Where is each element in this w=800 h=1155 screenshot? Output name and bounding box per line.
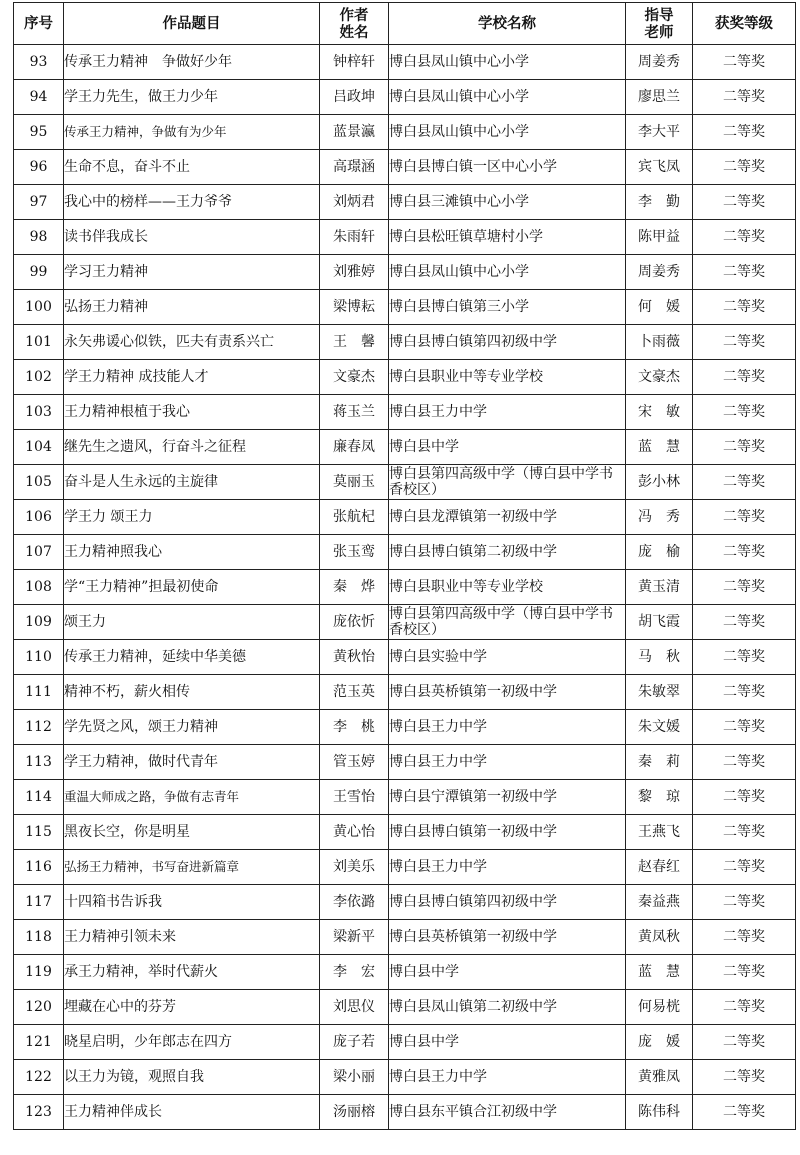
cell-award: 二等奖 (693, 535, 796, 570)
cell-author: 梁小丽 (320, 1060, 389, 1095)
cell-index: 114 (14, 780, 64, 815)
cell-index: 109 (14, 605, 64, 640)
cell-index: 111 (14, 675, 64, 710)
cell-title: 读书伴我成长 (64, 220, 320, 255)
cell-index: 117 (14, 885, 64, 920)
cell-author: 刘美乐 (320, 850, 389, 885)
cell-teacher: 李 勤 (626, 185, 693, 220)
cell-index: 108 (14, 570, 64, 605)
cell-title: 学王力精神 成技能人才 (64, 360, 320, 395)
cell-title: 永矢弗谖心似铁，匹夫有责系兴亡 (64, 325, 320, 360)
cell-school: 博白县职业中等专业学校 (389, 360, 626, 395)
cell-school: 博白县王力中学 (389, 850, 626, 885)
cell-index: 97 (14, 185, 64, 220)
cell-award: 二等奖 (693, 360, 796, 395)
cell-teacher: 陈伟科 (626, 1095, 693, 1130)
cell-teacher: 秦益燕 (626, 885, 693, 920)
cell-teacher: 庞 媛 (626, 1025, 693, 1060)
table-row (14, 745, 796, 780)
cell-index: 103 (14, 395, 64, 430)
table-row (14, 675, 796, 710)
cell-award: 二等奖 (693, 325, 796, 360)
cell-award: 二等奖 (693, 220, 796, 255)
cell-award: 二等奖 (693, 185, 796, 220)
cell-title: 承王力精神，举时代薪火 (64, 955, 320, 990)
header-teacher-line2: 老师 (644, 23, 674, 41)
cell-author: 朱雨轩 (320, 220, 389, 255)
cell-title: 生命不息，奋斗不止 (64, 150, 320, 185)
cell-index: 112 (14, 710, 64, 745)
table-row (14, 500, 796, 535)
cell-title: 王力精神根植于我心 (64, 395, 320, 430)
cell-school: 博白县第四高级中学（博白县中学书香校区） (389, 465, 626, 500)
cell-award: 二等奖 (693, 395, 796, 430)
cell-index: 93 (14, 45, 64, 80)
cell-title: 以王力为镜，观照自我 (64, 1060, 320, 1095)
cell-school: 博白县博白镇一区中心小学 (389, 150, 626, 185)
cell-index: 118 (14, 920, 64, 955)
table-row (14, 80, 796, 115)
cell-author: 张航杞 (320, 500, 389, 535)
cell-school: 博白县中学 (389, 1025, 626, 1060)
cell-author: 黄秋怡 (320, 640, 389, 675)
table-header (14, 3, 796, 45)
header-index: 序号 (14, 3, 64, 45)
cell-school: 博白县龙潭镇第一初级中学 (389, 500, 626, 535)
cell-award: 二等奖 (693, 1095, 796, 1130)
cell-index: 96 (14, 150, 64, 185)
cell-teacher: 蓝 慧 (626, 955, 693, 990)
cell-school: 博白县王力中学 (389, 1060, 626, 1095)
cell-index: 119 (14, 955, 64, 990)
cell-school: 博白县凤山镇中心小学 (389, 45, 626, 80)
cell-title: 传承王力精神 争做好少年 (64, 45, 320, 80)
table-row (14, 710, 796, 745)
cell-teacher: 黄玉清 (626, 570, 693, 605)
cell-award: 二等奖 (693, 605, 796, 640)
cell-index: 121 (14, 1025, 64, 1060)
cell-index: 107 (14, 535, 64, 570)
table-row (14, 360, 796, 395)
cell-teacher: 李大平 (626, 115, 693, 150)
cell-index: 110 (14, 640, 64, 675)
cell-teacher: 胡飞霞 (626, 605, 693, 640)
cell-award: 二等奖 (693, 1025, 796, 1060)
cell-teacher: 周姜秀 (626, 255, 693, 290)
table-row (14, 605, 796, 640)
header-row (14, 3, 796, 45)
cell-author: 李依潞 (320, 885, 389, 920)
cell-teacher: 周姜秀 (626, 45, 693, 80)
table-row (14, 395, 796, 430)
table-row (14, 1025, 796, 1060)
cell-title: 弘扬王力精神，书写奋进新篇章 (64, 850, 320, 885)
cell-title: 学王力精神，做时代青年 (64, 745, 320, 780)
cell-index: 123 (14, 1095, 64, 1130)
table-row (14, 185, 796, 220)
cell-index: 116 (14, 850, 64, 885)
header-author-line1: 作者 (339, 6, 369, 24)
cell-award: 二等奖 (693, 955, 796, 990)
cell-author: 秦 烨 (320, 570, 389, 605)
table-row (14, 255, 796, 290)
cell-index: 104 (14, 430, 64, 465)
cell-index: 95 (14, 115, 64, 150)
cell-teacher: 文豪杰 (626, 360, 693, 395)
cell-teacher: 朱敏翠 (626, 675, 693, 710)
cell-teacher: 黄雅凤 (626, 1060, 693, 1095)
table-row (14, 1060, 796, 1095)
cell-index: 100 (14, 290, 64, 325)
cell-author: 庞依忻 (320, 605, 389, 640)
table-row (14, 325, 796, 360)
cell-award: 二等奖 (693, 710, 796, 745)
cell-index: 105 (14, 465, 64, 500)
cell-index: 98 (14, 220, 64, 255)
cell-award: 二等奖 (693, 815, 796, 850)
cell-teacher: 黄凤秋 (626, 920, 693, 955)
cell-author: 范玉英 (320, 675, 389, 710)
cell-teacher: 朱文媛 (626, 710, 693, 745)
cell-award: 二等奖 (693, 115, 796, 150)
cell-teacher: 何易桄 (626, 990, 693, 1025)
cell-title: 弘扬王力精神 (64, 290, 320, 325)
cell-award: 二等奖 (693, 430, 796, 465)
cell-school: 博白县英桥镇第一初级中学 (389, 675, 626, 710)
table-row (14, 45, 796, 80)
cell-award: 二等奖 (693, 500, 796, 535)
cell-school: 博白县第四高级中学（博白县中学书香校区） (389, 605, 626, 640)
cell-title: 学王力 颂王力 (64, 500, 320, 535)
cell-award: 二等奖 (693, 150, 796, 185)
cell-award: 二等奖 (693, 465, 796, 500)
cell-teacher: 蓝 慧 (626, 430, 693, 465)
table-body (14, 45, 796, 1130)
header-teacher (626, 3, 693, 45)
table-row (14, 535, 796, 570)
cell-title: 学习王力精神 (64, 255, 320, 290)
cell-title: 奋斗是人生永远的主旋律 (64, 465, 320, 500)
cell-title: 王力精神伴成长 (64, 1095, 320, 1130)
cell-school: 博白县三滩镇中心小学 (389, 185, 626, 220)
cell-teacher: 秦 莉 (626, 745, 693, 780)
cell-index: 101 (14, 325, 64, 360)
table-row (14, 465, 796, 500)
cell-title: 颂王力 (64, 605, 320, 640)
cell-award: 二等奖 (693, 675, 796, 710)
cell-index: 115 (14, 815, 64, 850)
cell-award: 二等奖 (693, 255, 796, 290)
cell-author: 蓝景瀛 (320, 115, 389, 150)
cell-index: 122 (14, 1060, 64, 1095)
table-row (14, 150, 796, 185)
table-row (14, 640, 796, 675)
cell-title: 继先生之遗风，行奋斗之征程 (64, 430, 320, 465)
cell-school: 博白县凤山镇中心小学 (389, 80, 626, 115)
cell-school: 博白县王力中学 (389, 745, 626, 780)
cell-author: 吕政坤 (320, 80, 389, 115)
cell-title: 精神不朽，薪火相传 (64, 675, 320, 710)
table-row (14, 1095, 796, 1130)
cell-index: 99 (14, 255, 64, 290)
cell-school: 博白县博白镇第二初级中学 (389, 535, 626, 570)
cell-teacher: 马 秋 (626, 640, 693, 675)
cell-title: 埋藏在心中的芬芳 (64, 990, 320, 1025)
table-row (14, 990, 796, 1025)
cell-school: 博白县中学 (389, 955, 626, 990)
header-author (320, 3, 389, 45)
cell-author: 黄心怡 (320, 815, 389, 850)
cell-index: 113 (14, 745, 64, 780)
header-award: 获奖等级 (693, 3, 796, 45)
cell-index: 102 (14, 360, 64, 395)
cell-teacher: 何 媛 (626, 290, 693, 325)
cell-school: 博白县博白镇第一初级中学 (389, 815, 626, 850)
table-row (14, 115, 796, 150)
cell-award: 二等奖 (693, 990, 796, 1025)
cell-award: 二等奖 (693, 640, 796, 675)
cell-teacher: 冯 秀 (626, 500, 693, 535)
table-row (14, 920, 796, 955)
cell-school: 博白县松旺镇草塘村小学 (389, 220, 626, 255)
cell-author: 刘雅婷 (320, 255, 389, 290)
cell-author: 刘思仪 (320, 990, 389, 1025)
cell-teacher: 宋 敏 (626, 395, 693, 430)
cell-author: 梁新平 (320, 920, 389, 955)
cell-title: 学“王力精神”担最初使命 (64, 570, 320, 605)
cell-author: 李 桃 (320, 710, 389, 745)
cell-title: 我心中的榜样——王力爷爷 (64, 185, 320, 220)
cell-index: 120 (14, 990, 64, 1025)
cell-author: 文豪杰 (320, 360, 389, 395)
cell-title: 王力精神引领未来 (64, 920, 320, 955)
awards-table (13, 2, 796, 1130)
cell-author: 高璟涵 (320, 150, 389, 185)
cell-school: 博白县东平镇合江初级中学 (389, 1095, 626, 1130)
cell-title: 传承王力精神，争做有为少年 (64, 115, 320, 150)
cell-school: 博白县中学 (389, 430, 626, 465)
cell-index: 94 (14, 80, 64, 115)
cell-school: 博白县王力中学 (389, 395, 626, 430)
cell-author: 王雪怡 (320, 780, 389, 815)
cell-title: 学王力先生，做王力少年 (64, 80, 320, 115)
cell-title: 重温大师成之路，争做有志青年 (64, 780, 320, 815)
cell-teacher: 宾飞凤 (626, 150, 693, 185)
cell-award: 二等奖 (693, 920, 796, 955)
cell-author: 梁博耘 (320, 290, 389, 325)
cell-author: 钟梓轩 (320, 45, 389, 80)
cell-award: 二等奖 (693, 290, 796, 325)
table-row (14, 815, 796, 850)
cell-school: 博白县博白镇第四初级中学 (389, 325, 626, 360)
cell-award: 二等奖 (693, 45, 796, 80)
table-row (14, 430, 796, 465)
cell-author: 廉春凤 (320, 430, 389, 465)
table-row (14, 220, 796, 255)
cell-award: 二等奖 (693, 745, 796, 780)
cell-award: 二等奖 (693, 80, 796, 115)
cell-school: 博白县凤山镇中心小学 (389, 255, 626, 290)
cell-school: 博白县凤山镇中心小学 (389, 115, 626, 150)
cell-author: 王 馨 (320, 325, 389, 360)
cell-school: 博白县英桥镇第一初级中学 (389, 920, 626, 955)
cell-school: 博白县实验中学 (389, 640, 626, 675)
table-row (14, 780, 796, 815)
cell-award: 二等奖 (693, 850, 796, 885)
cell-teacher: 卜雨薇 (626, 325, 693, 360)
cell-author: 庞子若 (320, 1025, 389, 1060)
cell-author: 李 宏 (320, 955, 389, 990)
table-row (14, 570, 796, 605)
cell-title: 传承王力精神，延续中华美德 (64, 640, 320, 675)
cell-title: 学先贤之风，颂王力精神 (64, 710, 320, 745)
cell-school: 博白县博白镇第三小学 (389, 290, 626, 325)
cell-teacher: 廖思兰 (626, 80, 693, 115)
cell-teacher: 庞 榆 (626, 535, 693, 570)
cell-teacher: 王燕飞 (626, 815, 693, 850)
cell-school: 博白县博白镇第四初级中学 (389, 885, 626, 920)
cell-school: 博白县职业中等专业学校 (389, 570, 626, 605)
header-title: 作品题目 (64, 3, 320, 45)
cell-title: 晓星启明，少年郎志在四方 (64, 1025, 320, 1060)
cell-title: 黑夜长空，你是明星 (64, 815, 320, 850)
cell-award: 二等奖 (693, 570, 796, 605)
cell-author: 蒋玉兰 (320, 395, 389, 430)
table-row (14, 290, 796, 325)
cell-school: 博白县王力中学 (389, 710, 626, 745)
cell-teacher: 赵春红 (626, 850, 693, 885)
header-teacher-line1: 指导 (644, 6, 674, 24)
cell-author: 张玉鸾 (320, 535, 389, 570)
table-row (14, 885, 796, 920)
header-author-line2: 姓名 (339, 23, 369, 41)
header-school: 学校名称 (389, 3, 626, 45)
cell-award: 二等奖 (693, 1060, 796, 1095)
cell-author: 莫丽玉 (320, 465, 389, 500)
cell-award: 二等奖 (693, 885, 796, 920)
cell-school: 博白县宁潭镇第一初级中学 (389, 780, 626, 815)
table-row (14, 955, 796, 990)
cell-index: 106 (14, 500, 64, 535)
cell-teacher: 黎 琼 (626, 780, 693, 815)
cell-author: 汤丽榕 (320, 1095, 389, 1130)
cell-title: 王力精神照我心 (64, 535, 320, 570)
cell-author: 管玉婷 (320, 745, 389, 780)
cell-title: 十四箱书告诉我 (64, 885, 320, 920)
cell-teacher: 彭小林 (626, 465, 693, 500)
cell-teacher: 陈甲益 (626, 220, 693, 255)
cell-school: 博白县凤山镇第二初级中学 (389, 990, 626, 1025)
cell-award: 二等奖 (693, 780, 796, 815)
table-row (14, 850, 796, 885)
cell-author: 刘炳君 (320, 185, 389, 220)
